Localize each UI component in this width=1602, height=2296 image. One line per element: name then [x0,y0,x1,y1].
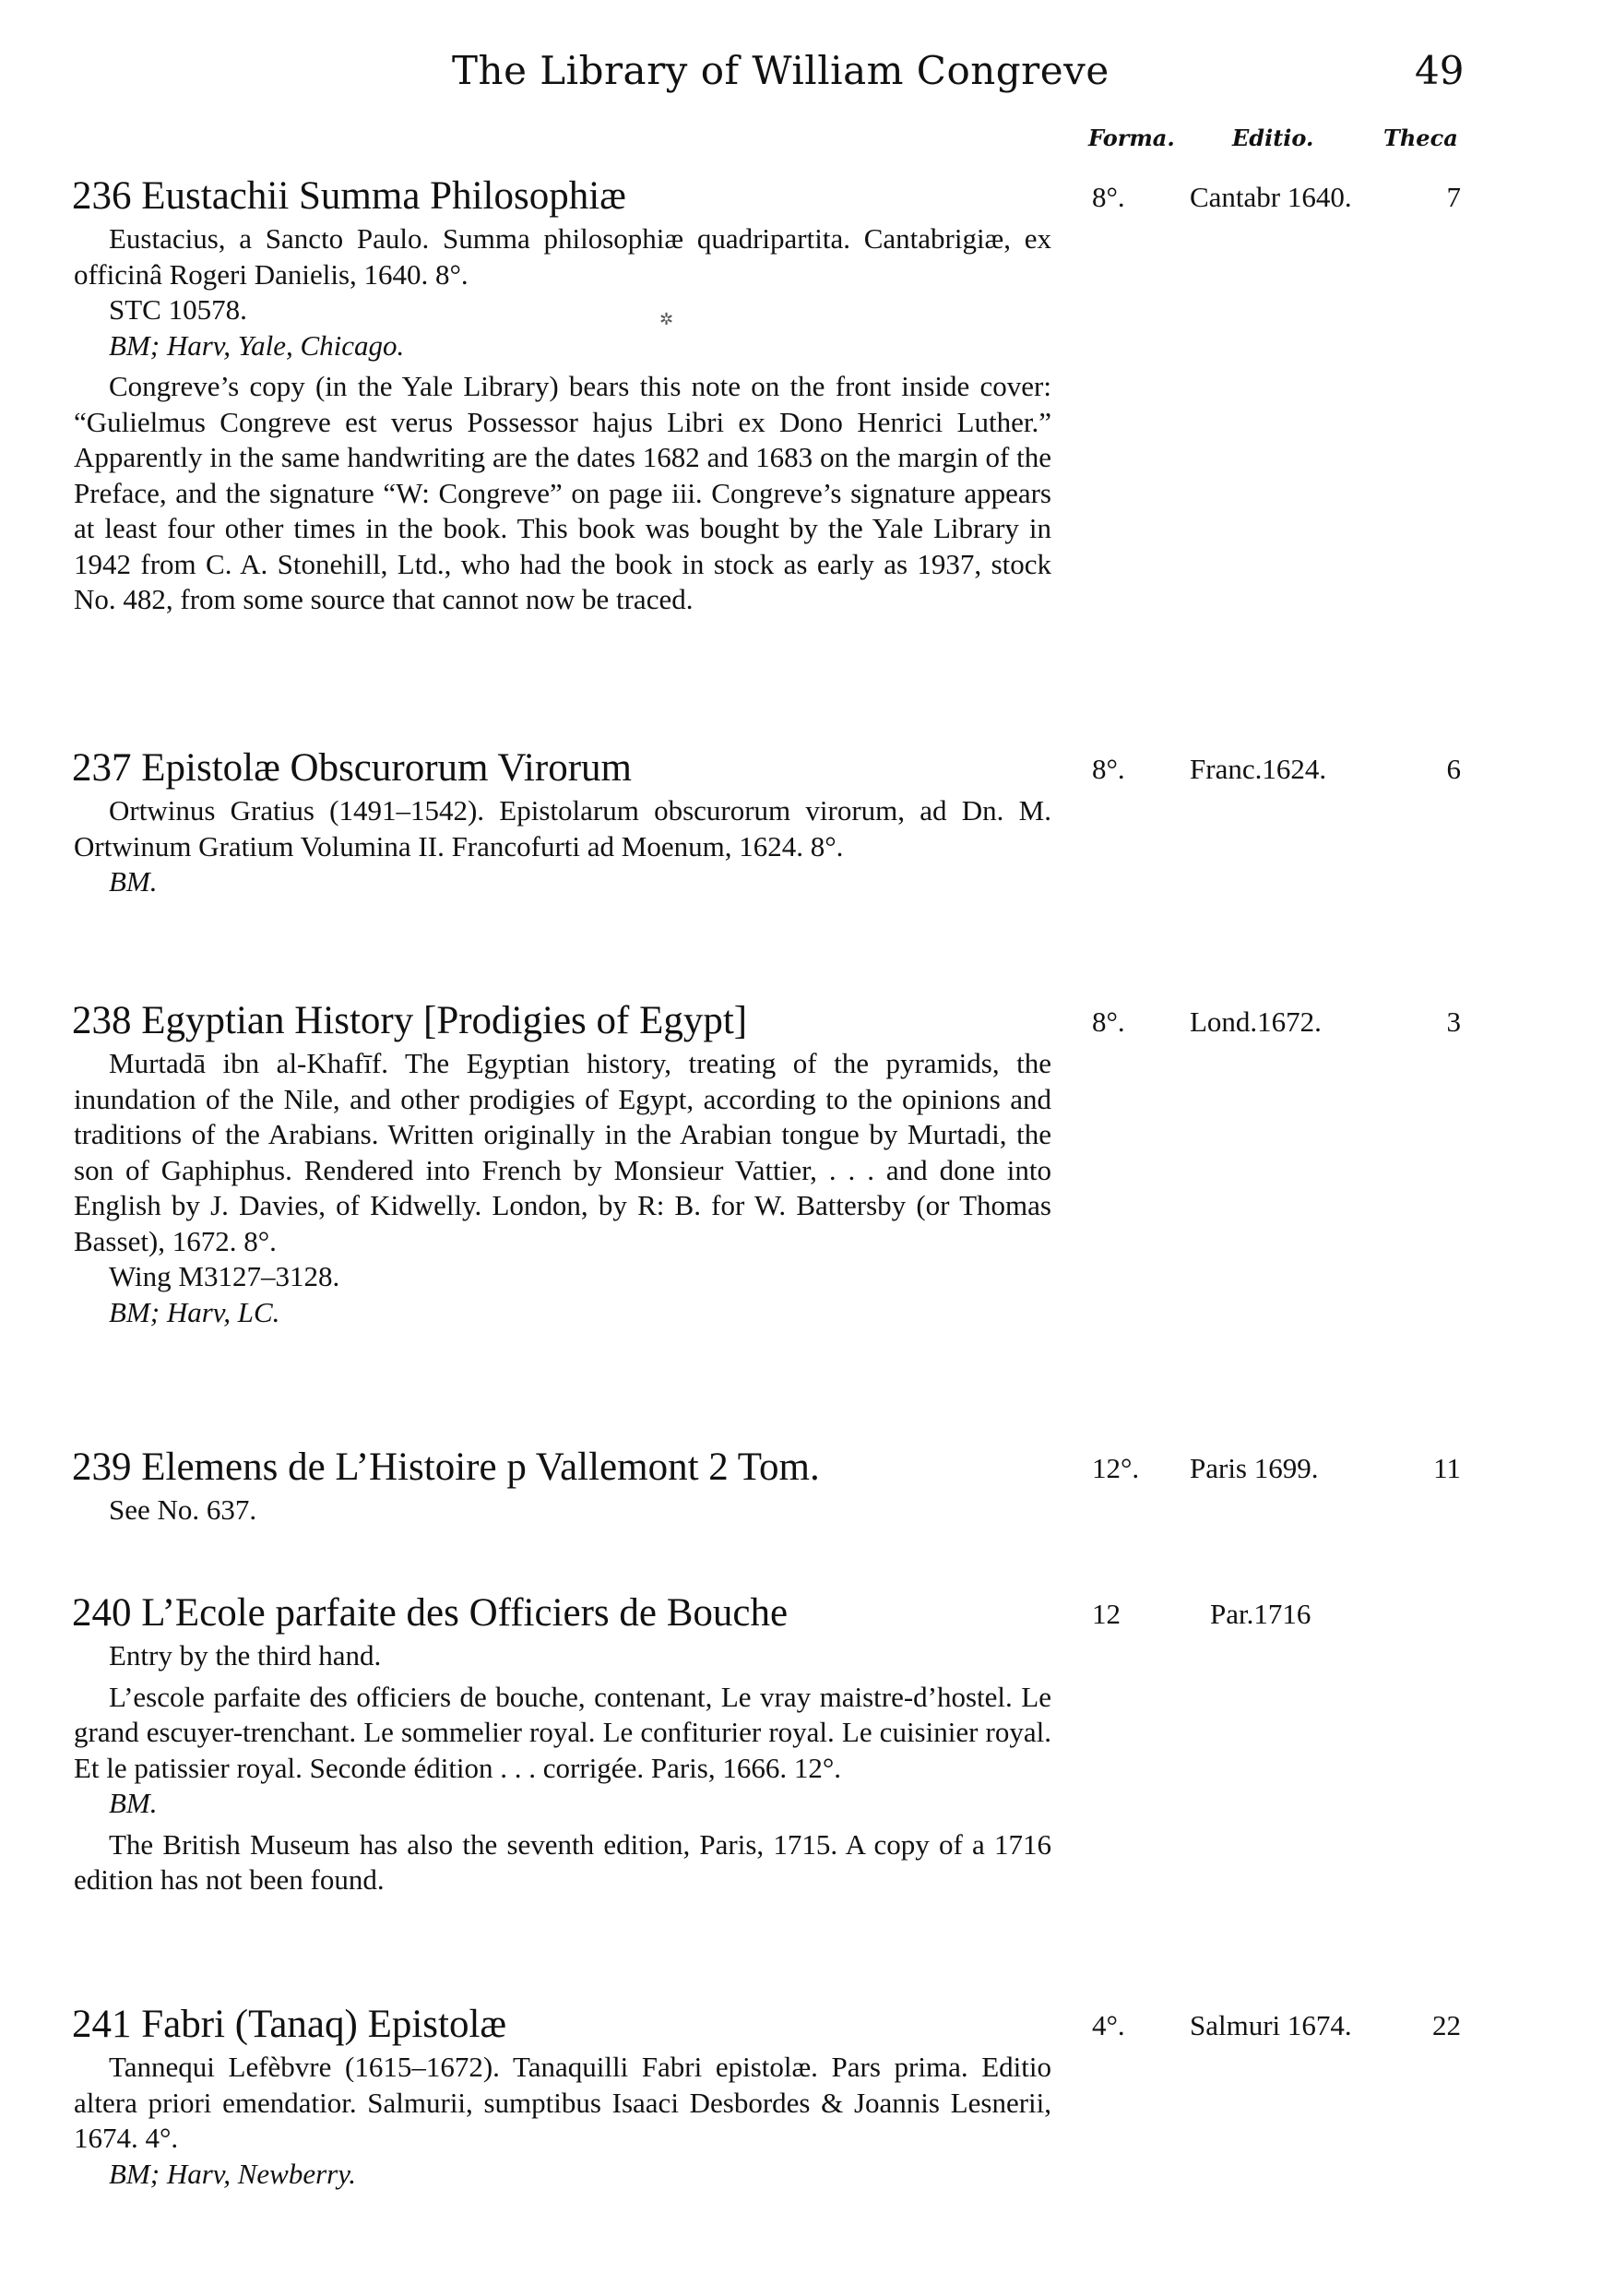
entry-title: 237 Epistolæ Obscurorum Virorum [72,746,632,790]
entry-holdings: BM; Harv, Yale, Chicago. [109,328,405,362]
theca-header: Theca [1383,125,1458,151]
entry-see-also: See No. 637. [109,1493,257,1526]
entry-header [0,998,1602,1046]
entry-240 [0,1590,1602,1898]
entry-header [0,2002,1602,2050]
entry-body [74,2050,1051,2192]
entry-holdings: BM. [109,1787,158,1819]
entry-forma: 8°. [1092,1005,1125,1038]
entry-hand-note: Entry by the third hand. [109,1639,382,1671]
entry-editio: Par.1716 [1210,1598,1311,1630]
entry-holdings: BM; Harv, Newberry. [109,2157,357,2190]
entry-forma: 12 [1092,1598,1121,1630]
entry-description: Tannequi Lefèbvre (1615–1672). Tanaquilli Fabri epistolæ. Pars prima. Editio altera priori emendatior. Salmurii, sumptibus Isaaci Desbordes & Joannis Lesnerii, 1674. 4°. [74,2051,1051,2154]
entry-note: Congreve’s copy (in the Yale Library) bears this note on the front inside cover: “Gulielmus Congreve est verus Possessor hajus Libri ex Dono Henrici Luther.” Apparently in the same handwriting are the dates 1682 and 1683 on the margin of the Preface, and the signature “W: Congreve” on page iii. Congreve’s signature appears at least four other times in the book. This book was bought by the Yale Library in 1942 from C. A. Stonehill, Ltd., who had the book in stock as early as 1937, stock No. 482, from some source that cannot now be traced. [74,370,1051,615]
entry-holdings: BM. [109,865,158,898]
entry-description: Murtadā ibn al-Khafīf. The Egyptian history, treating of the pyramids, the inundation of the Nile, and other prodigies of Egypt, according to the opinions and traditions of the Arabians. Written originally in the Arabian tongue by Murtadi, the son of Gaphiphus. Rendered into French by Monsieur Vattier, . . . and done into English by J. Davies, of Kidwelly. London, by R: B. for W. Battersby (or Thomas Basset), 1672. 8°. [74,1047,1051,1257]
entry-editio: Franc.1624. [1190,753,1327,785]
entry-description: Ortwinus Gratius (1491–1542). Epistolarum obscurorum virorum, ad Dn. M. Ortwinum Gratium Volumina II. Francofurti ad Moenum, 1624. 8°. [74,794,1051,862]
entry-body [74,221,1051,618]
entry-241 [0,2002,1602,2192]
entry-forma: 4°. [1092,2009,1125,2041]
entry-title: 238 Egyptian History [Prodigies of Egypt] [72,999,748,1042]
page-number: 49 [1415,48,1465,93]
entry-236 [0,173,1602,618]
entry-editio: Lond.1672. [1190,1005,1322,1038]
entry-editio: Paris 1699. [1190,1452,1319,1484]
entry-forma: 8°. [1092,181,1125,213]
entry-forma: 12°. [1092,1452,1140,1484]
entry-reference: Wing M3127–3128. [109,1260,340,1292]
entry-title: 236 Eustachii Summa Philosophiæ [72,174,626,218]
entry-title: 241 Fabri (Tanaq) Epistolæ [72,2003,507,2046]
entry-theca: 6 [1446,753,1461,785]
entry-header [0,745,1602,793]
entry-body [74,1493,1051,1529]
entry-reference: STC 10578. [109,293,247,326]
entry-theca: 7 [1446,181,1461,213]
entry-239 [0,1445,1602,1529]
entry-body [74,793,1051,900]
entry-theca: 11 [1433,1452,1461,1484]
entry-editio: Cantabr 1640. [1190,181,1352,213]
entry-238 [0,998,1602,1330]
entry-forma: 8°. [1092,753,1125,785]
entry-title: 240 L’Ecole parfaite des Officiers de Bouche [72,1591,789,1635]
entry-note: The British Museum has also the seventh edition, Paris, 1715. A copy of a 1716 edition has not been found. [74,1827,1051,1896]
entry-header [0,1590,1602,1638]
entry-body [74,1046,1051,1330]
running-head [0,48,1602,103]
entry-theca: 3 [1446,1005,1461,1038]
entry-header [0,1445,1602,1493]
entry-description: L’escole parfaite des officiers de bouche, contenant, Le vray maistre-d’hostel. Le grand escuyer-trenchant. Le sommelier royal. Le confiturier royal. Le cuisinier royal. Et le patissier royal. Seconde édition . . . corrigée. Paris, 1666. 12°. [74,1680,1051,1784]
column-headers [0,125,1602,161]
entry-body [74,1638,1051,1898]
entry-theca: 22 [1432,2009,1461,2041]
running-title: The Library of William Congreve [452,48,1110,93]
entry-description: Eustacius, a Sancto Paulo. Summa philosophiæ quadripartita. Cantabrigiæ, ex officinâ Rogeri Danielis, 1640. 8°. [74,222,1051,291]
entry-editio: Salmuri 1674. [1190,2009,1352,2041]
entry-holdings: BM; Harv, LC. [109,1295,280,1328]
editio-header: Editio. [1232,125,1314,151]
forma-header: Forma. [1088,125,1175,151]
print-speck-icon: ✲ [659,310,674,329]
entry-title: 239 Elemens de L’Histoire p Vallemont 2 Tom. [72,1445,820,1489]
entry-header [0,173,1602,221]
entry-237 [0,745,1602,900]
